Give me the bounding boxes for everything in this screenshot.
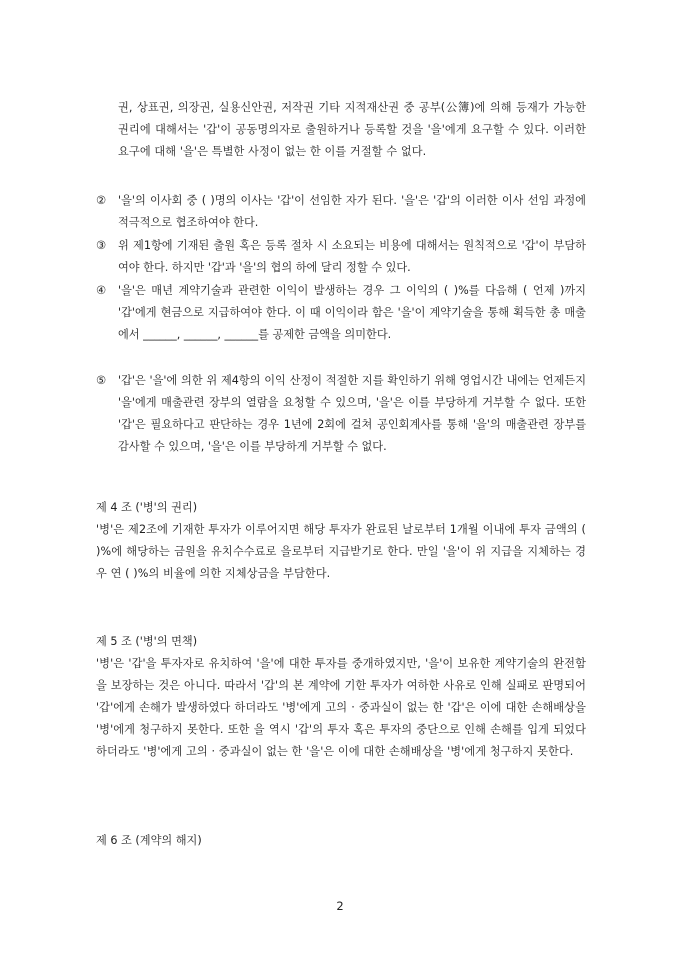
paragraph-continuation: 권, 상표권, 의장권, 실용신안권, 저작권 기타 지적재산권 중 공부(公簿)에 의해 등재가 가능한 권리에 대해서는 '갑'이 공동명의자로 출원하거나 등록할 것을 '을'에게 요구할 수 있다. 이러한 요구에 대해 '을'은 특별한 사정이 없는 한 이를 거절할 수 없다. — [118, 101, 586, 158]
article-4-body: '병'은 제2조에 기재한 투자가 이루어지면 해당 투자가 완료된 날로부터 1개월 이내에 투자 금액의 ( )%에 해당하는 금원을 유치수수료로 을로부터 지급받기로 한다. 만일 '을'이 위 지급을 지체하는 경우 연 ( )%의 비율에 의한 지체상금을 부담한다. — [96, 523, 586, 580]
article-4-title: 제 4 조 ('병'의 권리) — [96, 501, 198, 514]
item-number: ③ — [96, 239, 107, 252]
item-number: ② — [96, 194, 107, 207]
article-6-title: 제 6 조 (계약의 해지) — [96, 834, 202, 847]
page-number: 2 — [336, 899, 344, 913]
list-item-5 — [96, 370, 586, 458]
article-5-body: '병'은 '갑'을 투자자로 유치하여 '을'에 대한 투자를 중개하였지만, '을'이 보유한 계약기술의 완전함을 보장하는 것은 아니다. 따라서 '갑'의 본 계약에 기한 투자가 여하한 사유로 인해 실패로 판명되어 '갑'에게 손해가 발생하였다 하더라도 '병'에게 고의 · 중과실이 없는 한 '갑'은 이에 대한 손해배상을 '병'에게 청구하지 못한다. 또한 을 역시 '갑'의 투자 혹은 투자의 중단으로 인해 손해를 입게 되었다 하더라도 '병'에게 고의 · 중과실이 없는 한 '을'은 이에 대한 손해배상을 '병'에게 청구하지 못한다. — [96, 657, 586, 758]
item-number: ⑤ — [96, 374, 107, 387]
list-item-4 — [96, 280, 586, 346]
item-number: ④ — [96, 284, 107, 297]
item-text: 위 제1항에 기재된 출원 혹은 등록 절차 시 소요되는 비용에 대해서는 원칙적으로 '갑'이 부담하여야 한다. 하지만 '갑'과 '을'의 협의 하에 달리 정할 수 있다. — [118, 239, 586, 274]
list-item-2 — [96, 190, 586, 234]
item-text: '을'은 매년 계약기술과 관련한 이익이 발생하는 경우 그 이익의 ( )%를 다음해 ( 언제 )까지 '갑'에게 현금으로 지급하여야 한다. 이 때 이익이라 함은 '을'이 계약기술을 통해 획득한 총 매출에서 ______, ______, ______를 공제한 금액을 의미한다. — [118, 284, 586, 341]
item-text: '을'의 이사회 중 ( )명의 이사는 '갑'이 선임한 자가 된다. '을'은 '갑'의 이러한 이사 선임 과정에 적극적으로 협조하여야 한다. — [118, 194, 586, 229]
list-item-3 — [96, 235, 586, 279]
article-5-title: 제 5 조 ('병'의 면책) — [96, 635, 198, 648]
item-text: '갑'은 '을'에 의한 위 제4항의 이익 산정이 적절한 지를 확인하기 위해 영업시간 내에는 언제든지 '을'에게 매출관련 장부의 열람을 요청할 수 있으며, '을'은 이를 부당하게 거부할 수 없다. 또한 '갑'은 필요하다고 판단하는 경우 1년에 2회에 걸쳐 공인회계사를 통해 '을'의 매출관련 장부를 감사할 수 있으며, '을'은 이를 부당하게 거부할 수 없다. — [118, 374, 586, 453]
